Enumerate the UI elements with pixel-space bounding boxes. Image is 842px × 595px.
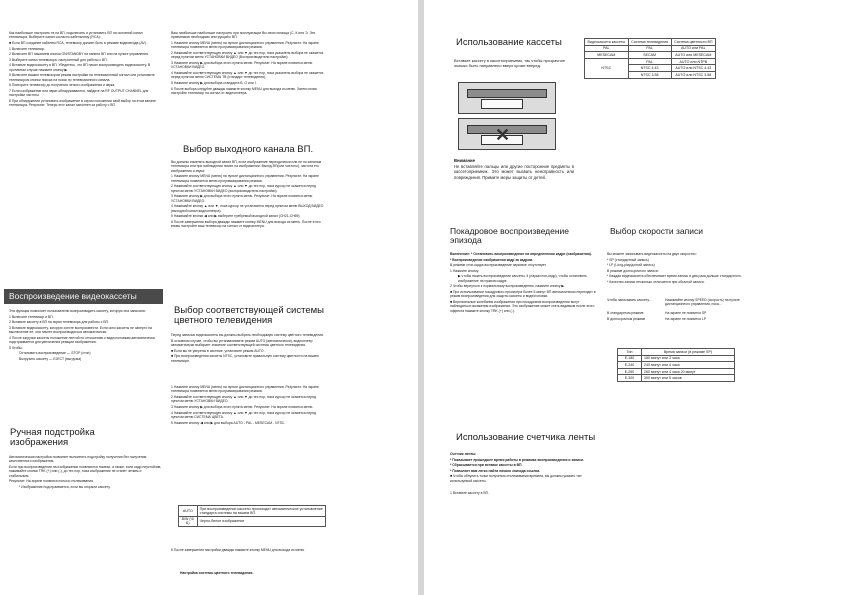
list-item: * Каждая видеокассета обеспечивает время запись в два раза дольше стандартного. — [607, 274, 742, 279]
paragraph: Вы должны изменять выходной канал ВП, если изображение периодически или не по каналам телевизора или при наблюдении помех на изображении. Выход ВП(или частоты), частота его изображения и звука: — [171, 160, 322, 173]
table-row — [585, 52, 716, 59]
list-item: * Сбрасывается при вставке кассеты в ВП. — [450, 463, 523, 468]
step: 2 Нажимайте соответствующую кнопку ▲ или ▼ до тех пор, пока указатель выбора не окажется перед пунктом меню УСТАНОВКИ ВИДЕО (Воспроизводители настройки). — [171, 51, 324, 60]
list-item: * SP (стандартный запись) — [607, 257, 649, 262]
table-row — [179, 516, 326, 527]
table-cell: PAL — [628, 45, 671, 52]
table-cell: NTSC — [585, 58, 629, 78]
step: 1 Нажмите кнопку: — [450, 268, 480, 273]
table-cell: 300 минут или 5 часов — [641, 375, 734, 382]
cassette-tape — [481, 99, 523, 109]
tv-system-heading: Выбор соответствующей системы цветного телевидения — [174, 305, 324, 327]
cassette-insert-correct-illustration — [458, 82, 556, 114]
cross-mark-icon: ✕ — [495, 125, 511, 145]
step: 1 Нажмите кнопку MENU (меню) на пульте дистанционного управления. Результат: На экране телевизора появляется меню программирования режима. — [171, 174, 319, 183]
speed-pair-label: В долгосрочном режиме — [607, 317, 646, 322]
speed-pair-label: В стандартном режиме — [607, 310, 644, 315]
paragraph: Включение: * Остановить воспроизведение на определенном кадре (изображения). — [450, 252, 592, 256]
column-header: Видеокассета кассеты — [585, 39, 629, 46]
list-item: * LP (Long-play/долгий запись) — [607, 263, 655, 268]
frame-playback-body — [450, 252, 596, 314]
step: 2 Нажимайте соответствующую кнопку ▲ или ▼ до тех пор, пока курсор не окажется перед пунктом меню УСТАНОВКИ ВИДЕО. — [171, 395, 316, 404]
table-cell: AUTO — [179, 506, 198, 517]
speed-pair-label: Чтобы записывать кассету... — [607, 298, 652, 302]
table-cell: PAL — [585, 45, 629, 52]
speed-pair-value: На экране не появится SP — [665, 310, 707, 315]
paragraph: Как наибольше настроить тв на ВП, подключить и установить ВП на основной канал телевизора. Выберите канал согласно кабельному (RCA): — [9, 31, 143, 40]
table-row — [618, 368, 735, 375]
attention-label: Внимание — [454, 158, 475, 163]
output-channel-heading: Выбор выходного канала ВП. — [183, 144, 314, 155]
note: ■ Если ВП соединен кабелем RCA, телевизор должен быть в режиме видеовхода (AV). — [9, 41, 147, 45]
speed-pairs — [607, 298, 755, 322]
paragraph: Ваш наибольше наибольше настроить при эксплуатации Вы свою помощи (С, К или Э. Эти приемников необходимо инструкций к ВП. — [171, 31, 316, 40]
step: 4 Нажимайте кнопку ▲ или ▼, пока курсор не установится перед пунктом меню ВЫХОД ВИДЕО (выходной канал видеоплеера). — [171, 204, 324, 213]
step: 5 Нажимайте кнопки ◀ или ▶ выберите требуемый выходной канал (CH21-CH69). — [171, 214, 301, 219]
table-row — [618, 355, 735, 362]
tv-system-after: 6 После завершения настройки дважды нажмите кнопку MENU для выхода из меню. — [171, 548, 305, 552]
speed-pair-value: На экране не появится LP — [665, 317, 707, 322]
step: 5 Нажмите кнопку ◀ или ▶ для выбора AUTO - PAL - MESECAM - NTSC. — [171, 420, 286, 425]
table-cell: E-300 — [618, 375, 642, 382]
cassette-body: Вставьте кассету в кассетоприемник, так чтобы прозрачное окошко было направлено вверх кроме вперед. — [454, 58, 566, 68]
tv-system-steps — [171, 385, 329, 426]
note: ■ При воспроизведении кассеты NTSC, установите правильную систему цветности на вашем телевизоре. — [171, 354, 319, 363]
note: ■ Вертикальные колебания изображения при покадровом воспроизведении могут наблюдаться искажения изображения. Это изображение может стать видимым после этого эффекта нажмите кнопку TRK (+) или (-). — [450, 299, 595, 313]
recording-speed-body — [607, 252, 755, 286]
paragraph: В режиме стоп-кадра воспроизведение звуковое отсутствует. — [450, 263, 547, 268]
table-cell: AUTO или NTPB — [671, 58, 715, 65]
speed-pair-row — [607, 311, 755, 315]
table-cell: Черно-белое изображение — [197, 516, 325, 527]
table-cell: NTSC 3.58 — [628, 71, 671, 78]
step: 2 Нажимайте соответствующую кнопку ▲ или ▼ до тех пор, пока курсор не окажется перед пунктом меню УСТАНОВКИ ВИДЕО (воспроизводитель настройки). — [171, 184, 316, 193]
step: 3 Нажмите кнопку ▶ для выбора этого пункта меню. Результат: На экране появится меню. — [171, 405, 314, 409]
step: 6 После выбора следуйте дважды нажмите кнопку MENU для выхода из меню. Затем снова настройте телевизор на сигнал от видеоплеера. — [171, 86, 317, 95]
column-header: Система цветности ВП — [671, 39, 715, 46]
table-header-row — [618, 349, 735, 356]
left-page — [0, 0, 418, 595]
recording-speed-heading: Выбор скорости записи — [610, 226, 703, 236]
step: 3 Вставьте видеокассету, которую хотите воспроизвести. Если окно кассеты не заперто на выключение ее, она начнет воспроизводиться автоматически. — [9, 325, 152, 335]
tracking-heading: Ручная подстройка изображения — [10, 427, 95, 449]
note: ■ Если вы не уверены в системе, установите режим AUTO. — [171, 348, 265, 353]
step: 7 Если изображение или звуки обнаруживаются, найдите на RF OUTPUT CHANNEL для настройки частоты. — [9, 88, 149, 98]
step: 6 После завершения выбора дважды нажмите кнопку MENU для выхода из меню. После этого вновь настройте ваш телевизор на сигнал от видеоплеера. — [171, 220, 321, 229]
step: 3 Нажмите кнопку ▶ для выбора этого пункта меню. Результат: На экране появится меню УСТАНОВКИ ВИДЕО. — [171, 194, 313, 203]
table-cell: NTSC 4.43 — [628, 65, 671, 72]
step: 1 Нажмите кнопку MENU (меню) на пульте дистанционного управления. Результат: На экране телевизора появляется меню программирования режима. — [171, 41, 319, 50]
table-cell: PAL — [628, 58, 671, 65]
step: 5 Нажмите кнопку ▶ для выбора стандарта В, G или I. — [171, 81, 257, 85]
output-channel-body — [171, 160, 329, 230]
list-item: * Показывает прошедшее время работы в режимах воспроизведения и записи. — [450, 457, 585, 462]
step: ▶ чтобы начать воспроизведение кассеты. II (пауза/стоп-кадр), чтобы остановить изображение на нужном кадре. — [458, 274, 587, 283]
left-col1-top — [9, 31, 161, 109]
cassette-heading: Использование кассеты — [456, 37, 562, 48]
step: 6 Повторите телевизор до получения четкого изображения и звука. — [9, 83, 116, 88]
step: 3 Нажмите кнопку ▶ для выбора этого пункта меню. Результат: На экране появится меню УСТАНОВКИ ВИДЕО. — [171, 61, 313, 70]
tv-system-body — [171, 333, 329, 364]
paragraph: В основном случае, чтобы вы устанавливаете режим AUTO (автоматически), видеоплеер автоматически выбирает значение соответствующей системы цветного телевидения. — [171, 338, 313, 347]
paragraph: Вы можете записывать видеокассеты на двух скоростях: — [607, 252, 697, 256]
table-cell: 240 минут или 4 часа — [641, 362, 734, 369]
table-cell: AUTO или NTSC 3.58 — [671, 71, 715, 78]
table-cell: AUTO или PAL — [671, 45, 715, 52]
column-header: Время записи (в режиме SP) — [641, 349, 734, 356]
table-row — [585, 58, 716, 65]
table-cell: AUTO или MESECAM — [671, 52, 715, 59]
table-cell: E-240 — [618, 362, 642, 369]
step: Выгрузить кассету — EJECT (выгрузка) — [19, 356, 82, 361]
tape-counter-heading: Использование счетчика ленты — [456, 432, 596, 443]
step: 1 Нажмите кнопку MENU (меню) на пульте дистанционного управления. Результат: На экране телевизора появляется меню программирования режима. — [171, 385, 319, 394]
table-row — [618, 362, 735, 369]
frame-playback-heading: Покадровое воспроизведение эпизода — [450, 226, 570, 246]
table-cell: AUTO или NTSC 4.43 — [671, 65, 715, 72]
paragraph: Результат: На экране появится полоса отслеживания. — [9, 479, 94, 484]
color-system-table — [584, 38, 716, 79]
column-header: Система телевидения — [628, 39, 671, 46]
speed-pair-row — [607, 317, 755, 321]
column-header: Тип — [618, 349, 642, 356]
tv-system-footer: Настройка системы цветного телевидения. — [180, 571, 254, 575]
step: 4 После загрузки кассеты положение лентой по отношению к видеоголовкам автоматически подстраивается для увеличения реакции изображения. — [9, 335, 155, 345]
table-row — [179, 506, 326, 517]
table-cell: При воспроизведении кассеты происходит автоматическое установление стандарта системы на вашем ВП. — [197, 506, 325, 517]
right-page — [424, 0, 842, 595]
paragraph: В режиме долгосрочного записи: — [607, 268, 659, 273]
table-cell: E-260 — [618, 368, 642, 375]
table-cell: 260 минут или 4 часа 20 минут — [641, 368, 734, 375]
playback-section — [9, 309, 162, 363]
step: 3 Выберите канал телевизора, настроенный для работы с ВП. — [9, 57, 108, 62]
step: 1 Вставьте кассету в ВП. — [450, 491, 490, 496]
playback-banner: Воспроизведение видеокассеты — [4, 289, 163, 304]
attention-body: Не вставляйте пальцы или другие посторонние предметы в кассетоприемник. Это может вызвать неисправность или повреждения. Примите меры защиты от детей. — [454, 164, 574, 180]
step: 2 Включите ВП нажатием кнопки ON/STANDBY на панели ВП или на пульте управления. — [9, 52, 149, 57]
table-cell: B/W (Ч/Б) — [179, 516, 198, 527]
table-row — [618, 375, 735, 382]
step: 4 Вставьте видеокассету в ВП. Убедитесь, что ВП начал воспроизводить видеокассету. В противном случае нажмите кнопку ▶. — [9, 63, 151, 72]
paragraph: Если при воспроизведении на изображении появляются помехи, а также, если кадр неустойчив, нажимайте кнопки TRK (+) или (-), до тех пор, пока изображение не станет четким и стабильным. — [9, 465, 162, 478]
left-col2-top — [171, 31, 326, 97]
cassette-slot — [467, 89, 547, 98]
table-cell: 180 минут или 3 часа — [641, 355, 734, 362]
table-cell: MESECAM — [585, 52, 629, 59]
note: * Изображение подстраивается, если вы открыли кассету. — [19, 485, 111, 489]
step: 2 Вставьте кассету в ВП на экран телевизора для работы с ВП. — [9, 320, 109, 325]
tracking-body — [9, 455, 162, 491]
step: 1 Включите телевизор. — [9, 46, 46, 51]
step: 4 Нажимайте соответствующую кнопку ▲ или ▼ до тех пор, пока указатель выбора не окажется перед пунктом меню СИСТЕМА ТВ (стандарт телевидения). — [171, 71, 324, 80]
note: ■ Чтобы обнулить точки получения отслеживания времени, вы должны указать тип используемой кассеты. — [450, 474, 582, 483]
table-cell: SECAM — [628, 52, 671, 59]
tape-length-table — [617, 348, 735, 382]
paragraph: Автоматическая настройка позволяет выполнять подстройку получения без получения качественного изображения. — [9, 455, 147, 464]
step: 8 При обнаружении установить изображение в сером положении свой выбор на этом канале телевизора. Результат: Теперь этот канал заполнен за работу с ВП. — [9, 98, 156, 108]
note: ■ При использовании покадрового просмотра более 5 минут ВП автоматически переходит в режим воспроизведения для защиты кассеты и видеоголовки. — [450, 289, 596, 299]
tape-counter-body — [450, 452, 600, 497]
paragraph: * Воспроизведение изображения кадр за кадром. — [450, 257, 534, 262]
table-cell: E-180 — [618, 355, 642, 362]
step: Остановить воспроизведение — STOP (стоп) — [19, 351, 91, 356]
paragraph: Перед записью видеокассеты вы должны выбрать необходимую систему цветного телевидения. — [171, 333, 324, 337]
step: 4 Нажимайте соответствующую кнопку ▲ или ▼ до тех пор, пока курсор не окажется перед пунктом меню СИСТЕМА ЦВЕТА. — [171, 410, 316, 419]
list-item: * Позволяет вам легко найти начало эпизода ссылки. — [450, 468, 541, 473]
step: 1 Включите телевизор и ВП. — [9, 314, 54, 319]
table-row — [585, 45, 716, 52]
step: 2 Чтобы вернуться к нормальному воспроизведению, нажмите кнопку ▶. — [450, 284, 565, 289]
paragraph: Счетчик ленты: — [450, 452, 477, 456]
speed-pair-row — [607, 298, 755, 307]
table-header-row — [585, 39, 716, 46]
step: 5 Включите вашим телевизором режим настройки на телевизионный сигнал или установите телевизором кнопки поиска на поиск по телевизионного канала. — [9, 73, 155, 82]
tv-system-table — [178, 505, 326, 527]
paragraph: Эта функция позволяет пользователю воспроизводить кассету, которую она записана: — [9, 309, 146, 313]
list-item: * Качество записи несколько отличается при обычной записи. — [607, 279, 705, 284]
step: 5 Чтобы: — [9, 345, 23, 350]
speed-pair-value: Нажимайте кнопку SPEED (скорость) на пульте дистанционного управления, пока... — [665, 298, 740, 307]
